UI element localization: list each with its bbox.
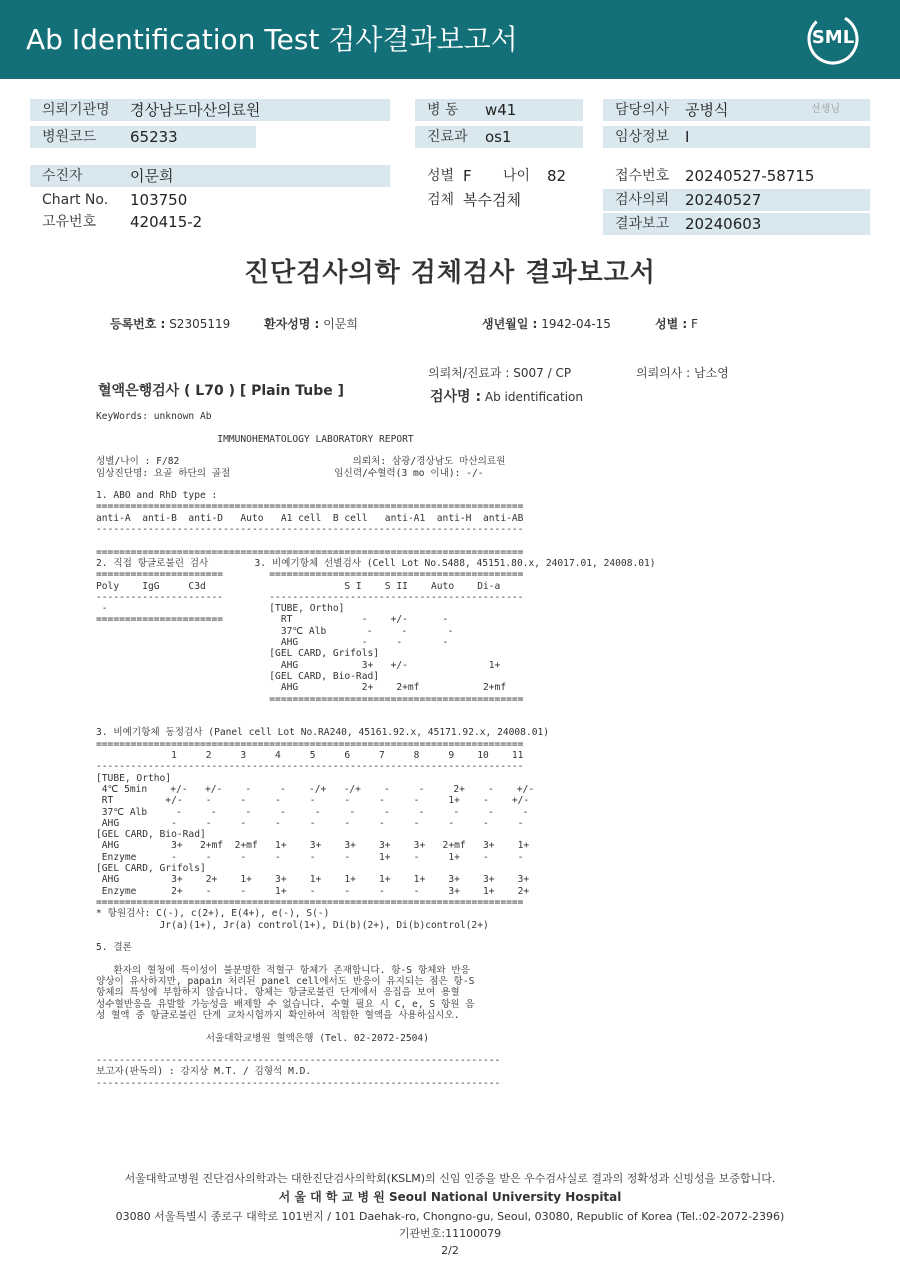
dob-value: 1942-04-15: [541, 317, 611, 331]
report-sex-value: F: [691, 317, 698, 331]
section-heading: 혈액은행검사 ( L70 ) [ Plain Tube ]: [98, 383, 345, 399]
specimen-field: [415, 189, 595, 211]
report-line: AHG - - - - - - - - - - -: [96, 817, 524, 829]
report-line: --------------------------------------------------------------------------: [96, 524, 524, 535]
report-line: AHG 3+ 2+ 1+ 3+ 1+ 1+ 1+ 1+ 3+ 3+ 3+: [96, 874, 530, 886]
report-line: 1 2 3 4 5 6 7 8 9 10 11: [96, 750, 524, 761]
receipt-no-label: 접수번호: [615, 168, 670, 184]
hospital-code-value: 65233: [130, 128, 178, 146]
header-bar: [0, 0, 900, 79]
report-line: 1. ABO and RhD type :: [96, 490, 218, 502]
request-date-field: [603, 189, 870, 211]
physician-value: 공병식: [685, 101, 729, 119]
report-line: 성 혈액 중 항글로불린 단계 교차시험까지 확인하여 적합한 혈액을 사용하십시오.: [96, 1009, 460, 1021]
exam-name-label: 검사명 :: [430, 389, 482, 405]
report-line: 임상진단명: 요골 하단의 골절 임신력/수혈력(3 mo 이내): -/-: [96, 467, 484, 479]
report-line: AHG 3+ +/- 1+: [96, 659, 501, 671]
report-line: AHG 2+ 2+mf 2+mf: [96, 682, 507, 694]
report-date-field: [603, 213, 870, 235]
report-line: 환자의 혈청에 특이성이 불분명한 적혈구 항체가 존재합니다. 항-S 항체와 반응: [96, 964, 470, 976]
report-line: ----------------------------------------------------------------------: [96, 1055, 501, 1067]
physician-field: [603, 99, 870, 121]
report-line: anti-A anti-B anti-D Auto A1 cell B cell anti-A1 anti-H anti-AB: [96, 512, 524, 524]
report-line: KeyWords: unknown Ab: [96, 411, 212, 422]
patient-label: 수진자: [42, 168, 83, 184]
ward-value: w41: [485, 101, 517, 119]
clinical-info-label: 임상정보: [615, 129, 670, 145]
physician-label: 담당의사: [615, 102, 670, 118]
report-line: ============================================: [96, 693, 524, 705]
report-line: ====================== ============================================: [96, 569, 524, 581]
report-line: * 항원검사: C(-), c(2+), E(4+), e(-), S(-): [96, 908, 330, 920]
report-sex: [655, 315, 698, 332]
clinical-info-value: I: [685, 128, 690, 146]
report-line: [TUBE, Ortho]: [96, 772, 172, 784]
exam-name: [430, 386, 583, 406]
report-sex-label: 성별 :: [655, 317, 688, 331]
unique-no-value: 420415-2: [130, 213, 203, 231]
report-line: ==========================================================================: [96, 546, 524, 558]
footer-code: 기관번호:11100079: [398, 1227, 502, 1240]
report-line: ==========================================================================: [96, 738, 524, 750]
report-line: AHG - - -: [96, 637, 449, 648]
unique-no-label: 고유번호: [42, 214, 97, 230]
sml-logo: [806, 12, 860, 66]
institution-value: 경상남도마산의료원: [130, 101, 261, 119]
report-line: [GEL CARD, Bio-Rad]: [96, 829, 206, 841]
institution-field: [30, 99, 390, 121]
reg-no: [110, 315, 230, 332]
report-line: 3. 비예기항체 동정검사 (Panel cell Lot No.RA240, 45161.92.x, 45171.92.x, 24008.01): [96, 727, 550, 739]
logo-text: SML: [811, 27, 855, 48]
page-number: 2/2: [441, 1244, 459, 1257]
report-line: 서울대학교병원 혈액은행 (Tel. 02-2072-2504): [96, 1032, 429, 1044]
report-line: ====================== RT - +/- -: [96, 614, 449, 626]
report-line: ==========================================================================: [96, 896, 524, 908]
report-line: ==========================================================================: [96, 501, 524, 513]
hospital-code-field: [30, 126, 256, 148]
report-line: ---------------------- --------------------------------------------: [96, 591, 524, 603]
report-line: 성별/나이 : F/82 의뢰처: 삼광/경상남도 마산의료원: [96, 456, 506, 468]
specimen-label: 검체: [427, 192, 455, 208]
report-line: 성수혈반응을 유발할 가능성을 배제할 수 없습니다. 수혈 필요 시 C, e, S 항원 음: [96, 998, 475, 1010]
report-title: 진단검사의학 검체검사 결과보고서: [244, 258, 656, 288]
page-title: Ab Identification Test 검사결과보고서: [26, 23, 518, 56]
department-value: os1: [485, 128, 512, 146]
report-date-label: 결과보고: [615, 216, 670, 232]
report-line: IMMUNOHEMATOLOGY LABORATORY REPORT: [96, 433, 414, 445]
unique-no-field: [30, 211, 390, 233]
footer-address: 03080 서울특별시 종로구 대학로 101번지 / 101 Daehak-ro, Chongno-gu, Seoul, 03080, Republic of Korea (Tel.:02-2072-2396): [115, 1210, 785, 1223]
report-line: --------------------------------------------------------------------------: [96, 761, 524, 773]
patient-value: 이문희: [130, 167, 174, 185]
patient-field: [30, 165, 390, 187]
sex-age-field: [415, 165, 595, 187]
report-line: 4℃ 5min +/- +/- - - -/+ -/+ - - 2+ - +/-: [96, 783, 535, 795]
report-line: Enzyme - - - - - - 1+ - 1+ - -: [96, 851, 524, 863]
report-line: [GEL CARD, Bio-Rad]: [96, 670, 380, 682]
physician-suffix: 선생님: [811, 104, 840, 115]
department-label: 진료과: [427, 129, 468, 145]
reg-no-label: 등록번호 :: [110, 317, 166, 331]
ref-doctor: 의뢰의사 : 남소영: [636, 366, 729, 380]
exam-name-value: Ab identification: [484, 390, 583, 404]
report-line: 5. 결론: [96, 942, 132, 954]
report-line: ----------------------------------------------------------------------: [96, 1077, 501, 1089]
report-line: 항체의 특성에 부합하지 않습니다. 항체는 항글로불린 단계에서 응집을 보여 용혈: [96, 987, 460, 999]
ward-label: 병 동: [427, 102, 459, 118]
patient-name: [264, 315, 358, 332]
report-line: AHG 3+ 2+mf 2+mf 1+ 3+ 3+ 3+ 3+ 2+mf 3+ 1+: [96, 840, 530, 852]
chart-no-field: [30, 189, 390, 211]
footer-hospital: 서 울 대 학 교 병 원 Seoul National University Hospital: [278, 1190, 622, 1204]
report-line: 보고자(판독의) : 강지상 M.T. / 김형석 M.D.: [96, 1066, 312, 1078]
report-line: 37℃ Alb - - -: [96, 625, 454, 637]
patient-name-label: 환자성명 :: [264, 317, 320, 331]
report-line: - [TUBE, Ortho]: [96, 603, 345, 615]
report-line: Poly IgG C3d S I S II Auto Di-a: [96, 580, 501, 592]
sex-value: F: [463, 167, 472, 185]
report-line: Jr(a)(1+), Jr(a) control(1+), Di(b)(2+), Di(b)control(2+): [96, 919, 489, 931]
receipt-no-value: 20240527-58715: [685, 167, 815, 185]
report-line: 2. 직접 항글로불린 검사 3. 비예기항체 선별검사 (Cell Lot No.S488, 45151.80.x, 24017.01, 24008.01): [96, 557, 656, 569]
hospital-code-label: 병원코드: [42, 129, 97, 145]
chart-no-label: Chart No.: [42, 192, 109, 208]
ward-field: [415, 99, 583, 121]
age-value: 82: [547, 167, 567, 185]
report-line: [GEL CARD, Grifols]: [96, 863, 206, 874]
receipt-no-field: [603, 165, 870, 187]
dob: [482, 315, 611, 332]
report-line: Enzyme 2+ - - 1+ - - - - 3+ 1+ 2+: [96, 885, 530, 897]
sex-label: 성별: [427, 168, 455, 184]
age-label: 나이: [503, 168, 531, 184]
report-line: [GEL CARD, Grifols]: [96, 648, 380, 660]
chart-no-value: 103750: [130, 191, 188, 209]
report-line: RT +/- - - - - - - - 1+ - +/-: [96, 795, 530, 807]
department-field: [415, 126, 583, 148]
footer-note: 서울대학교병원 진단검사의학과는 대한진단검사의학회(KSLM)의 신임 인증을 받은 우수검사실로 결과의 정확성과 신빙성을 보증합니다.: [124, 1172, 776, 1185]
request-date-label: 검사의뢰: [615, 192, 670, 208]
dob-label: 생년월일 :: [482, 317, 538, 331]
institution-label: 의뢰기관명: [42, 102, 110, 118]
report-line: 양상이 유사하지만, papain 처리된 panel cell에서도 반응이 유지되는 점은 항-S: [96, 976, 475, 987]
specimen-value: 복수검체: [463, 191, 521, 209]
report-line: 37℃ Alb - - - - - - - - - - -: [96, 806, 529, 818]
clinical-info-field: [603, 126, 870, 148]
ref-dept: 의뢰처/진료과 : S007 / CP: [428, 366, 572, 380]
patient-name-value: 이문희: [323, 317, 358, 331]
request-date-value: 20240527: [685, 191, 762, 209]
reg-no-value: S2305119: [169, 317, 231, 331]
report-date-value: 20240603: [685, 215, 762, 233]
